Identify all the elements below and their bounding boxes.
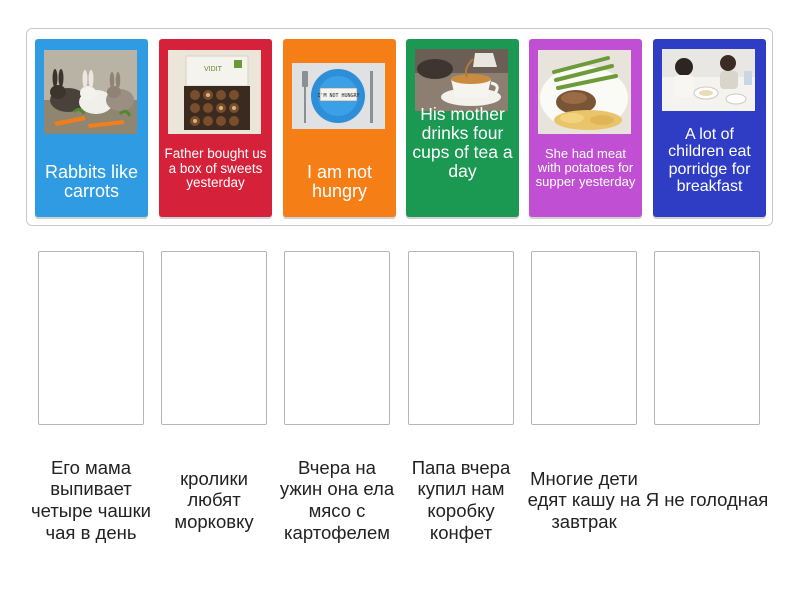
tile-caption: Father bought us a box of sweets yesterday xyxy=(164,146,267,191)
target-label-2: кролики любят морковку xyxy=(174,467,254,532)
drop-zone-1[interactable] xyxy=(38,251,144,425)
drop-zone-5[interactable] xyxy=(531,251,637,425)
target-label-6: Я не голодная xyxy=(645,489,769,511)
tile-caption: I am not hungry xyxy=(306,162,373,202)
target-label-1: Его мама выпивает четыре чашки чая в день xyxy=(31,456,151,543)
tea-cup-photo xyxy=(415,49,508,111)
target-label-5: Многие дети едят кашу на завтрак xyxy=(527,467,641,532)
tile-caption: A lot of children eat porridge for breakfast xyxy=(668,126,751,195)
tile-caption: She had meat with potatoes for supper yesterday xyxy=(535,146,636,190)
tile-not-hungry[interactable] xyxy=(283,39,396,217)
chocolate-box-photo xyxy=(168,50,261,134)
box-brand-label: VIDIT xyxy=(204,66,222,73)
tile-caption: Rabbits like carrots xyxy=(44,162,139,202)
target-label-3: Вчера на ужин она ела мясо с картофелем xyxy=(279,456,395,543)
tile-cups-of-tea[interactable] xyxy=(406,39,519,217)
children-breakfast-photo xyxy=(662,49,755,111)
tile-box-of-sweets[interactable] xyxy=(159,39,272,217)
empty-plate-photo xyxy=(292,63,385,129)
drop-zone-3[interactable] xyxy=(284,251,390,425)
tile-caption: His mother drinks four cups of tea a day xyxy=(412,104,513,181)
tile-meat-potatoes[interactable] xyxy=(529,39,642,217)
plate-sign-text: I'M NOT HUNGRY xyxy=(317,93,360,99)
tile-rabbits[interactable] xyxy=(35,39,148,217)
drop-zone-2[interactable] xyxy=(161,251,267,425)
drop-zone-4[interactable] xyxy=(408,251,514,425)
drop-zone-6[interactable] xyxy=(654,251,760,425)
target-label-4: Папа вчера купил нам коробку конфет xyxy=(411,456,511,543)
rabbits-photo xyxy=(44,50,137,134)
answer-tiles-tray xyxy=(26,28,773,226)
meat-potatoes-photo xyxy=(538,50,631,134)
tile-porridge[interactable] xyxy=(653,39,766,217)
